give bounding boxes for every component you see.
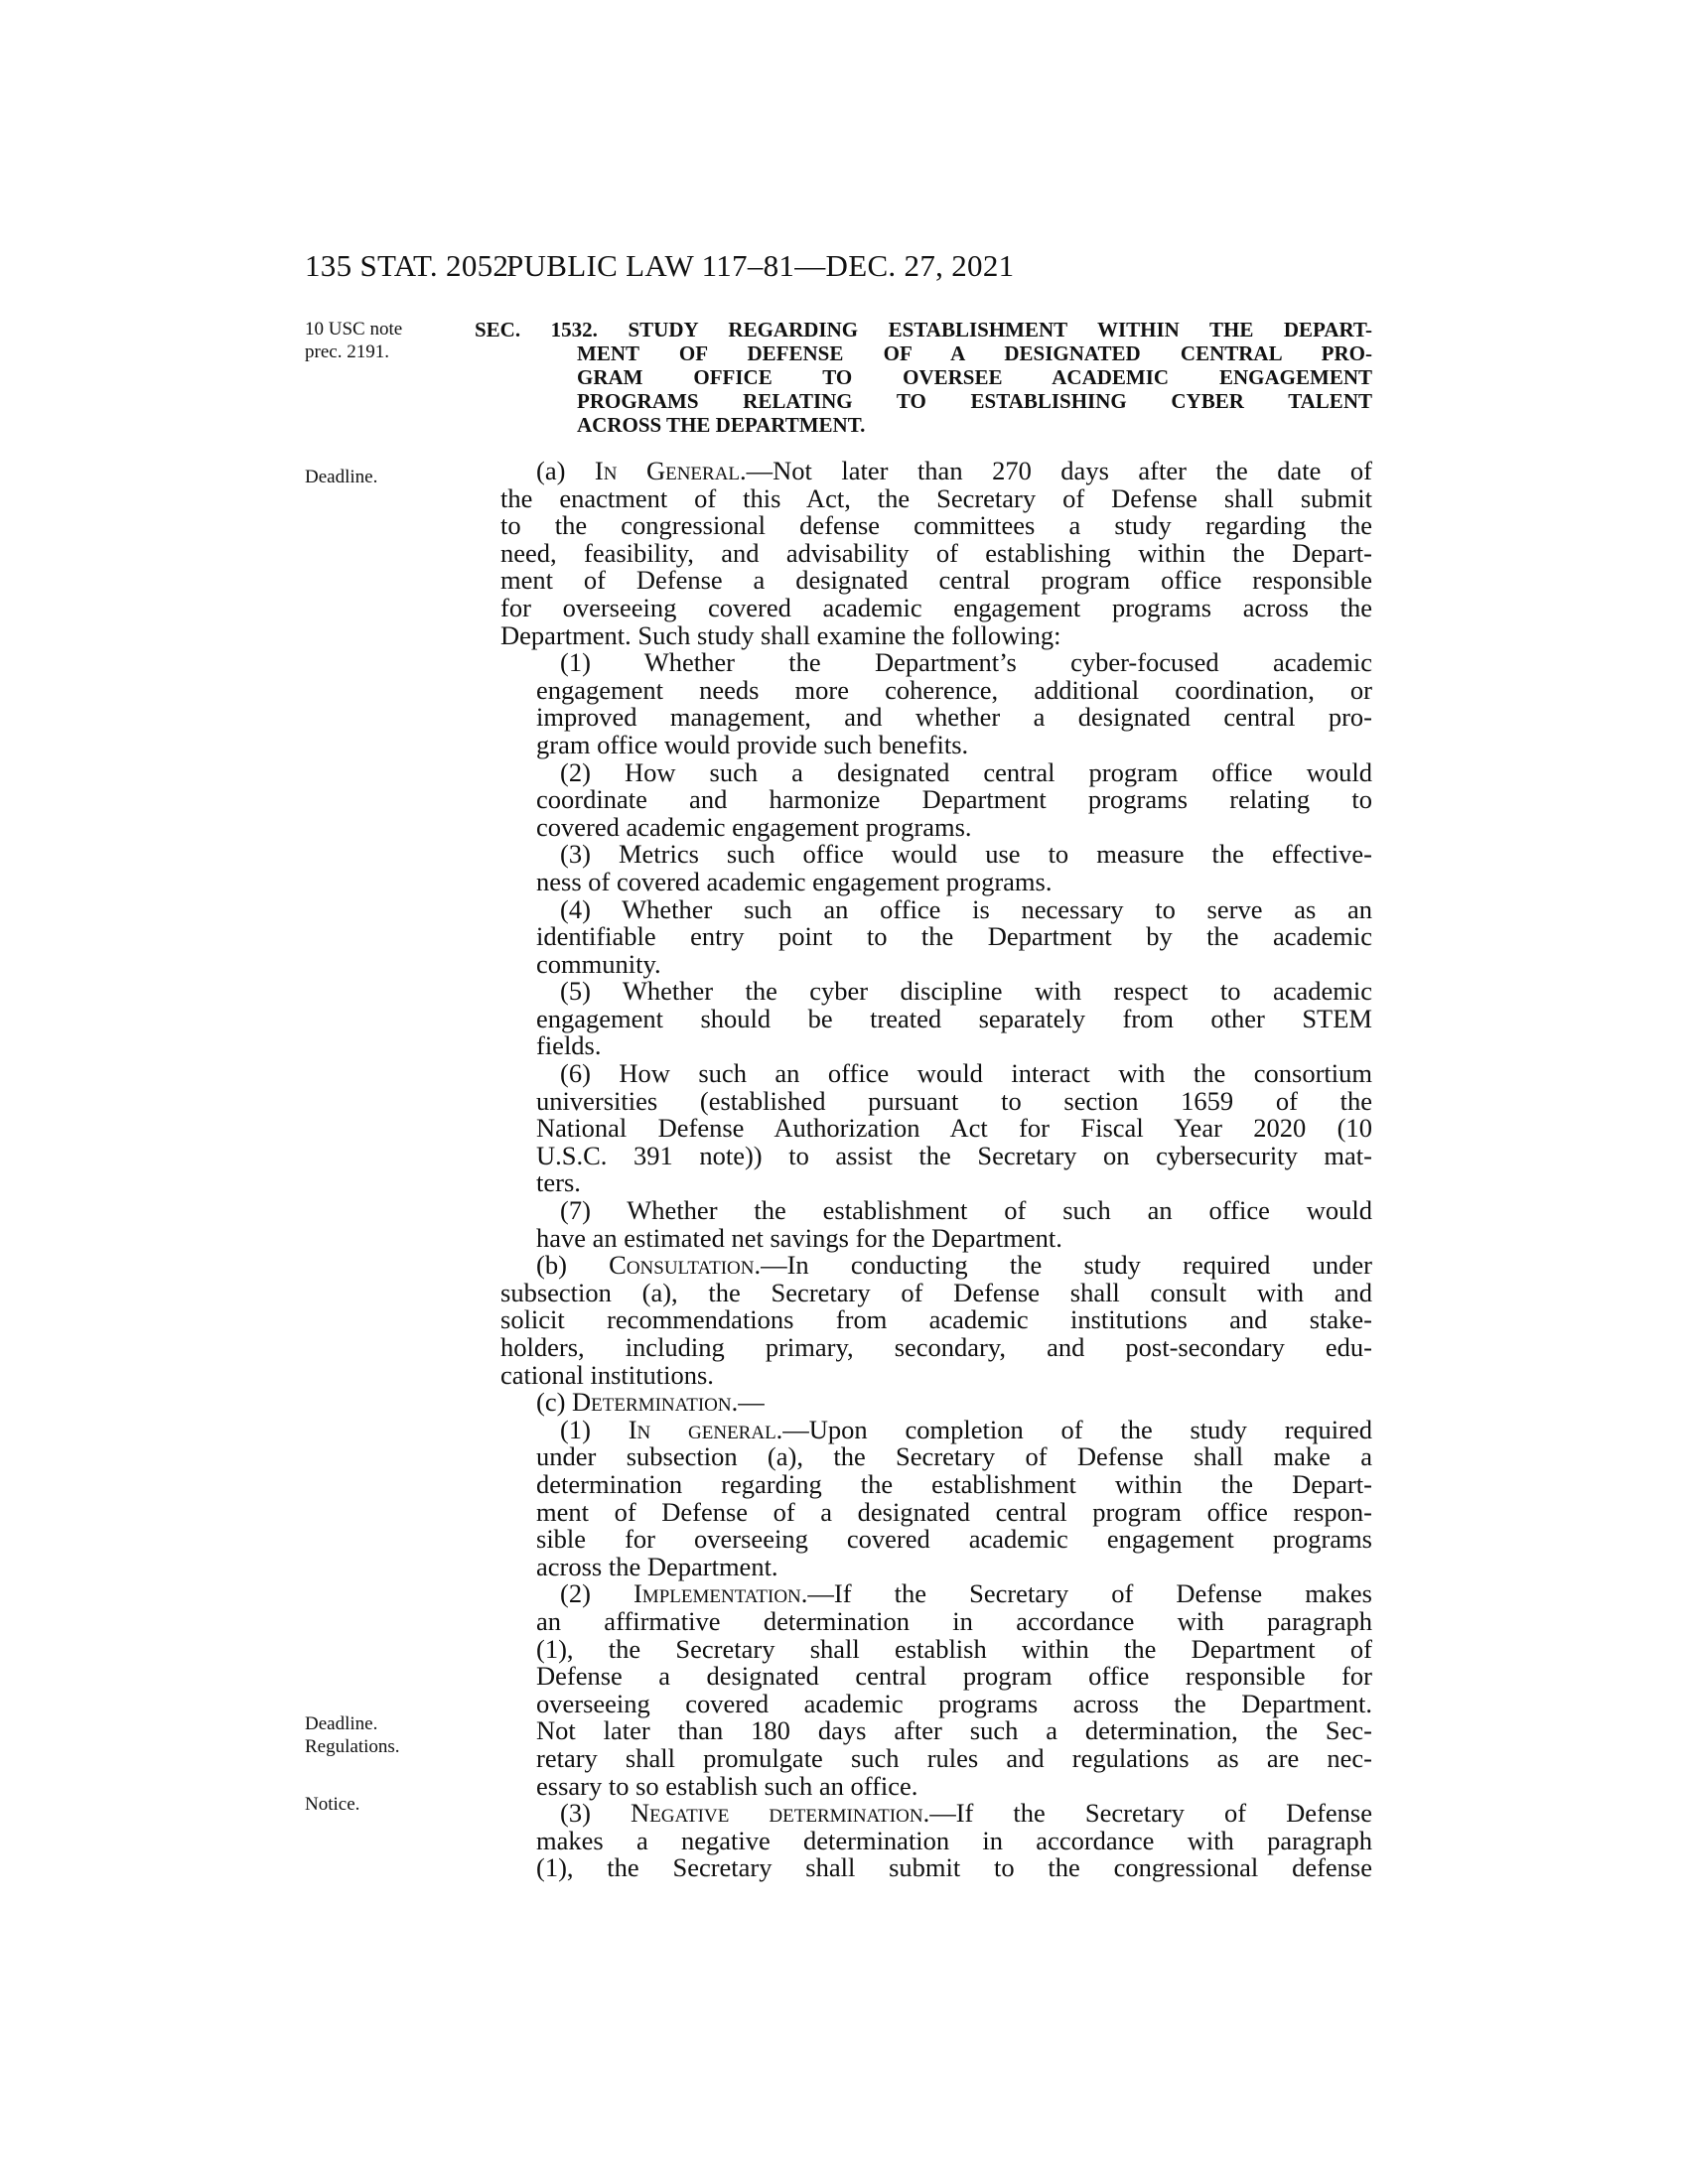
body-line: subsection (a), the Secretary of Defense shall consult with and [500,1277,1372,1307]
public-law-citation: PUBLIC LAW 117–81—DEC. 27, 2021 [506,248,1015,283]
subsection-label: (b) [536,1250,610,1281]
paragraph-c1-line [500,1414,1372,1444]
paragraph-label: (1) [560,1414,629,1444]
paragraph-line: engagement should be treated separately from other STEM [536,1003,1372,1033]
paragraph-line: retary shall promulgate such rules and regulations as are nec- [536,1742,1372,1773]
subsection-label: (a) [536,456,595,485]
paragraph-line: essary to so establish such an office. [536,1770,918,1801]
paragraph-line: (5) Whether the cyber discipline with respect to academic [560,976,1372,1007]
heading-line: GRAM OFFICE TO OVERSEE ACADEMIC ENGAGEMENT [577,365,1372,389]
body-line: cational institutions. [500,1359,714,1390]
section-heading [475,318,1372,437]
subsection-caption: Consultation [609,1250,755,1281]
paragraph-caption: Implementation [633,1578,801,1609]
subsection-caption: In General [594,456,741,485]
paragraph-c3-line [500,1800,1372,1828]
paragraph-line: (4) Whether such an office is necessary to serve as an [560,893,1372,924]
paragraph-line: sible for overseeing covered academic engagement programs [536,1524,1372,1555]
text-run: .—In conducting the study required under [754,1250,1373,1281]
paragraph-line: improved management, and whether a designated central pro- [536,702,1372,733]
paragraph-line: across the Department. [536,1551,778,1581]
body-line: holders, including primary, secondary, and post-secondary edu- [500,1332,1372,1362]
statute-page-number: 135 STAT. 2052 [305,248,509,283]
paragraph-line: an affirmative determination in accordance with paragraph [536,1605,1372,1636]
usc-margin-note [305,318,402,363]
subsection-label: (c) [536,1387,573,1418]
paragraph-line: have an estimated net savings for the Department. [536,1222,1062,1253]
paragraph-line: engagement needs more coherence, additional coordination, or [536,674,1372,705]
usc-note-line2: prec. 2191. [305,341,389,362]
paragraph-line: ters. [536,1167,581,1198]
body-line: Department. Such study shall examine the following: [500,619,1061,650]
heading-line: ACROSS THE DEPARTMENT. [577,413,866,437]
heading-line: MENT OF DEFENSE OF A DESIGNATED CENTRAL PRO- [577,341,1372,365]
notice-margin-note: Notice. [305,1794,360,1815]
paragraph-line: fields. [536,1030,602,1061]
body-line: ment of Defense a designated central program office responsible [500,565,1372,596]
paragraph-line: Not later than 180 days after such a determination, the Sec- [536,1715,1372,1746]
paragraph-line: makes a negative determination in accordance with paragraph [536,1825,1372,1855]
paragraph-line: U.S.C. 391 note)) to assist the Secretary on cybersecurity mat- [536,1140,1372,1170]
text-run: .—Not later than 270 days after the date of [740,456,1372,485]
body-line: to the congressional defense committees a study regarding the [500,510,1372,541]
paragraph-caption: Negative determination [630,1798,923,1829]
paragraph-line: covered academic engagement programs. [536,811,972,842]
paragraph-c2-line [500,1580,1372,1608]
subsection-a-line [500,458,1372,485]
paragraph-label: (2) [560,1578,633,1609]
paragraph-line: gram office would provide such benefits. [536,729,969,759]
subsection-caption: Determination [572,1387,732,1418]
paragraph-line: (3) Metrics such office would use to measure the effective- [560,839,1372,870]
heading-line: SEC. 1532. STUDY REGARDING ESTABLISHMENT WITHIN THE DEPART- [475,318,1372,341]
section-body [500,458,1372,1882]
deadline-margin-note: Deadline. [305,467,378,487]
paragraph-line: (6) How such an office would interact with the consortium [560,1058,1372,1089]
paragraph-line: under subsection (a), the Secretary of Defense shall make a [536,1441,1372,1472]
text-run: .—Upon completion of the study required [775,1414,1372,1444]
subsection-c-line [500,1389,1372,1417]
paragraph-line: (1), the Secretary shall submit to the congressional defense [536,1852,1372,1883]
paragraph-line: (1) Whether the Department’s cyber-focused academic [560,647,1372,678]
paragraph-line: (2) How such a designated central program office would [560,756,1372,787]
text-run: .—If the Secretary of Defense [922,1798,1372,1829]
paragraph-line: (7) Whether the establishment of such an office would [560,1195,1372,1226]
deadline-regulations-margin-note [305,1712,400,1758]
paragraph-line: determination regarding the establishment within the Depart- [536,1468,1372,1499]
body-line: the enactment of this Act, the Secretary of Defense shall submit [500,482,1372,513]
paragraph-caption: In general [628,1414,776,1444]
paragraph-line: ness of covered academic engagement programs. [536,866,1053,896]
paragraph-line: National Defense Authorization Act for Fiscal Year 2020 (10 [536,1113,1372,1144]
paragraph-line: community. [536,948,661,979]
regulations-note: Regulations. [305,1736,400,1757]
usc-note-line1: 10 USC note [305,319,403,340]
paragraph-line: Defense a designated central program office responsible for [536,1661,1372,1692]
heading-line: PROGRAMS RELATING TO ESTABLISHING CYBER TALENT [577,389,1372,413]
deadline-note: Deadline. [305,1713,378,1734]
subsection-b-line [500,1252,1372,1280]
paragraph-line: identifiable entry point to the Department by the academic [536,921,1372,952]
paragraph-label: (3) [560,1798,631,1829]
text-run: .— [731,1387,765,1418]
paragraph-line: universities (established pursuant to section 1659 of the [536,1085,1372,1116]
paragraph-line: ment of Defense of a designated central program office respon- [536,1496,1372,1527]
paragraph-line: overseeing covered academic programs across the Department. [536,1688,1372,1718]
body-line: for overseeing covered academic engagement programs across the [500,592,1372,622]
text-run: .—If the Secretary of Defense makes [800,1578,1372,1609]
body-line: solicit recommendations from academic institutions and stake- [500,1304,1372,1335]
page-header [305,248,1375,288]
paragraph-line: (1), the Secretary shall establish within the Department of [536,1633,1372,1664]
paragraph-line: coordinate and harmonize Department programs relating to [536,784,1372,815]
body-line: need, feasibility, and advisability of establishing within the Depart- [500,537,1372,568]
